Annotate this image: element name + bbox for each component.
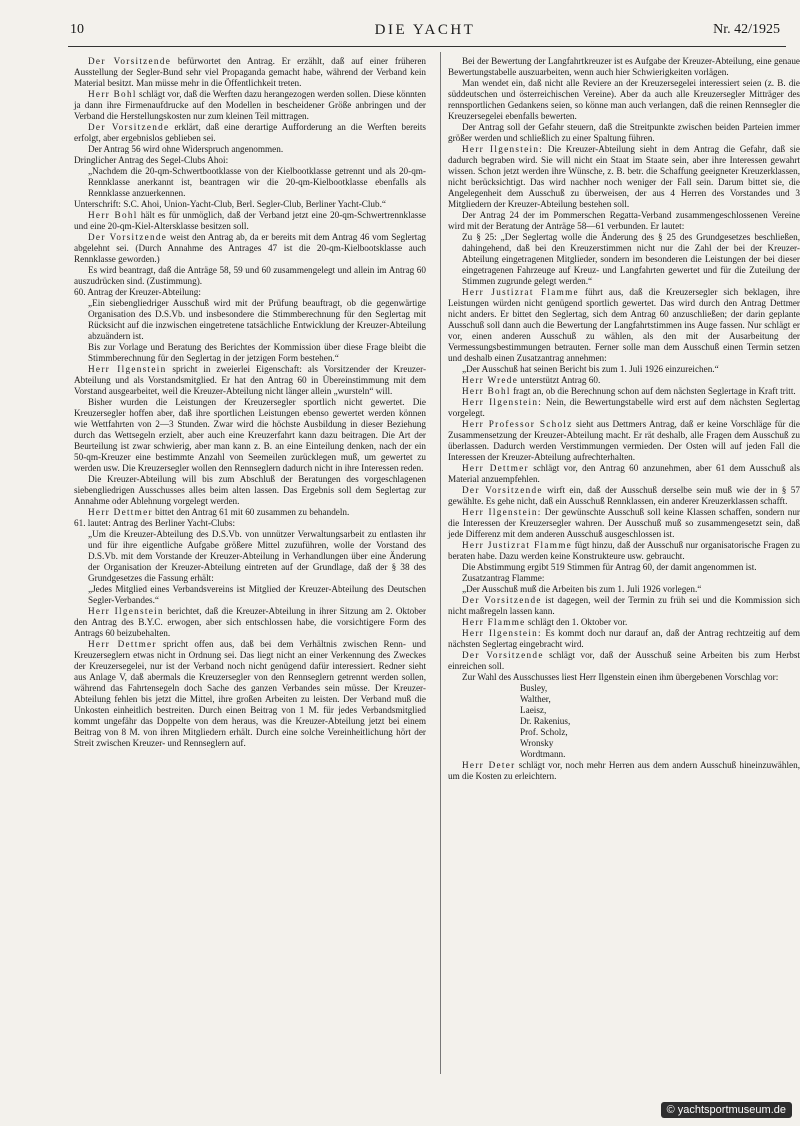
paragraph-text: schlägt den 1. Oktober vor.	[525, 617, 628, 627]
speaker: Herr Ilgenstein:	[462, 144, 544, 154]
quoted-motion: „Jedes Mitglied eines Verbandsvereins ist Mitglied der Kreuzer-Abteilung des Deutschen Segler-Verbandes.“	[88, 584, 426, 605]
paragraph-text: weist den Antrag ab, da er bereits mit dem Antrag 46 vom Seglertag abgelehnt sei. (Durch Annahme des Antrages 47 ist die 20-qm-Kielbootsklasse auch Rennklasse geworden.)	[74, 232, 426, 264]
paragraph	[74, 232, 426, 265]
signature-line: Unterschrift: S.C. Ahoi, Union-Yacht-Club, Berl. Segler-Club, Berliner Yacht-Club.“	[74, 199, 386, 209]
paragraph	[74, 606, 426, 639]
paragraph: Die Kreuzer-Abteilung will bis zum Abschluß der Beratungen des vorgeschlagenen siebengliedrigen Ausschusses alles beim alten lassen. Das Ergebnis soll dem Seglertag zur Annahme oder Ablehnung vorgelegt werden.	[74, 474, 426, 506]
paragraph-text: befürwortet den Antrag. Er erzählt, daß auf einer früheren Ausstellung der Segler-Bund sehr viel Propaganda gemacht habe, während der Verband kein Material besitzt. Man müsse mehr in die Öffentlichkeit treten.	[74, 56, 426, 88]
paragraph: 61. lautet: Antrag des Berliner Yacht-Clubs:	[74, 518, 236, 528]
left-column	[74, 56, 426, 749]
committee-name: Laeisz,	[520, 705, 547, 715]
speaker: Der Vorsitzende	[88, 56, 172, 66]
paragraph	[448, 540, 800, 562]
paragraph-text: schlägt vor, daß der Ausschuß seine Arbeiten bis zum Herbst einreichen soll.	[448, 650, 800, 671]
paragraph: Man wendet ein, daß nicht alle Reviere an der Kreuzersegelei interessiert seien (z. B. die süddeutschen und österreichischen Vereine). Aber da auch alle Kreuzersegler Mitträger des rennsportlichen Gedankens seien, so könne man auch verlangen, daß die reinen Rennsegler die Kreuzersegelei ebenfalls bewerten.	[448, 78, 800, 121]
speaker: Herr Professor Scholz	[462, 419, 573, 429]
paragraph-text: Die Kreuzer-Abteilung sieht in dem Antrag die Gefahr, daß sie dadurch begraben wird. Sie will nicht ein Staat im Staate sein, aber ihre Interessen gewahrt wissen. Schon jetzt werden ihre Wünsche, z. B. betr. die Schaffung geeigneter Kreuzerklassen, nicht berücksichtigt. Das wird nachher noch weniger der Fall sein. Darum bittet sie, die Angelegenheit dem Ausschuß zu überweisen, der aus 4 Herren des Vorstandes und 3 Mitgliedern der Kreuzer-Abteilung bestehen soll.	[448, 144, 800, 209]
paragraph	[448, 386, 800, 397]
speaker: Herr Wrede	[462, 375, 519, 385]
committee-name: Wordtmann.	[520, 749, 566, 759]
speaker: Herr Justizrat Flamme	[462, 540, 573, 550]
paragraph-text: schlägt vor, noch mehr Herren aus dem andern Ausschuß hineinzuwählen, um die Kosten zu erleichtern.	[448, 760, 800, 781]
paragraph-text: spricht offen aus, daß bei dem Verhältnis zwischen Renn- und Kreuzerseglern etwas nicht in Ordnung sei. Das liegt nicht an einer Verkennung des Zweckes der Kreuzersegelei, nur ist der Verband noch nicht genügend dafür interessiert. Redner sieht aus Anlage V, daß abermals die Kreuzersegler von den Rennseglern getrennt werden sollen, während das Fahrtensegeln doch Sache des ganzen Verbandes sein müsse. Der Kreuzer-Abteilung fehlen bis jetzt die Mittel, ihre großen Arbeiten zu leisten. Der Verband muß die Unkosten einheitlich bestreiten. Durch einen Beitrag von 1 M. für jedes Verbandsmitglied kommt ungefähr das Doppelte von dem heraus, was die Kreuzer-Abteilung jetzt bei einem Beitrag von 8 M. von ihren Mitgliedern erhält. Durch eine solche Vereinheitlichung hört der Streit zwischen Kreuzer- und Rennseglern auf.	[74, 639, 426, 748]
paragraph	[74, 364, 426, 397]
quoted-motion: Bis zur Vorlage und Beratung des Berichtes der Kommission über diese Frage bleibt die Stimmberechnung für den Seglertag in der jetzigen Form bestehen.“	[88, 342, 426, 363]
paragraph	[448, 375, 800, 386]
paragraph: Der Antrag soll der Gefahr steuern, daß die Streitpunkte zwischen beiden Parteien immer größer werden und schließlich zu einer Spaltung führen.	[448, 122, 800, 143]
paragraph-text: fügt hinzu, daß der Ausschuß nur organisatorische Fragen zu beraten habe. Dazu werden keine Konstrukteure usw. gebraucht.	[448, 540, 800, 561]
paragraph	[448, 463, 800, 485]
quoted-motion: „Nachdem die 20-qm-Schwertbootklasse von der Kielbootklasse getrennt und als 20-qm-Rennklasse anerkannt ist, beantragen wir die 20-qm-Kielbootklasse ebenfalls als Rennklasse anzuerkennen.	[88, 166, 426, 198]
speaker: Herr Deter	[462, 760, 516, 770]
paragraph	[74, 639, 426, 749]
paragraph-text: sieht aus Dettmers Antrag, daß er keine Vorschläge für die Zusammensetzung der Kreuzer-Abteilung macht. Er rät deshalb, alle Fragen dem Ausschuß zu überlassen. Dadurch werden Verstimmungen vermieden. Der Osten will auf jeden Fall die Interessen der Kreuzer-Abteilung aufrechterhalten.	[448, 419, 800, 462]
paragraph	[74, 210, 426, 232]
speaker: Herr Ilgenstein:	[462, 507, 542, 517]
paragraph: Zusatzantrag Flamme:	[462, 573, 545, 583]
right-column	[448, 56, 800, 782]
page-header	[70, 22, 780, 46]
paragraph	[448, 144, 800, 210]
committee-name: Walther,	[520, 694, 551, 704]
paragraph: Zur Wahl des Ausschusses liest Herr Ilgenstein einen ihm übergebenen Vorschlag vor:	[462, 672, 779, 682]
paragraph	[448, 650, 800, 672]
speaker: Der Vorsitzende	[462, 485, 543, 495]
paragraph-text: Der gewünschte Ausschuß soll keine Klassen schaffen, sondern nur die Interessen der Kreuzersegler wahren. Der Ausschuß muß so zusammengesetzt sein, daß jede Differenz mit dem anderen Ausschuß ausgeschlossen ist.	[448, 507, 800, 539]
paragraph-text: schlägt vor, den Antrag 60 anzunehmen, aber 61 dem Ausschuß als Material anzuempfehlen.	[448, 463, 800, 484]
paragraph: Es wird beantragt, daß die Anträge 58, 59 und 60 zusammengelegt und allein im Antrag 60 auszudrücken sind. (Zustimmung).	[74, 265, 426, 286]
page-number: 10	[70, 22, 84, 37]
speaker: Der Vorsitzende	[462, 650, 544, 660]
speaker: Herr Dettmer	[462, 463, 529, 473]
paragraph-text: schlägt vor, daß die Werften dazu herangezogen werden sollen. Diese könnten ja dann ihre Firmenaufdrucke auf den Modellen in bescheidener Größe anbringen und der Verband die Herstellungskosten nur zum kleinen Teil mittragen.	[74, 89, 426, 121]
quoted-motion: Zu § 25: „Der Seglertag wolle die Änderung des § 25 des Grundgesetzes beschließen, dahingehend, daß bei den Kreuzerstimmen nicht nur die Zahl der bei der Kreuzer-Abteilung eingetragenen Mitglieder, sondern im besonderen die Leistungen der bei dieser eingetragenen Fahrzeuge auf Kreuz- und Langfahrten gewertet und für die Zuteilung der Stimmen zugrunde gelegt werden.“	[462, 232, 800, 286]
speaker: Der Vorsitzende	[88, 232, 168, 242]
paragraph-text: berichtet, daß die Kreuzer-Abteilung in ihrer Sitzung am 2. Oktober den Antrag des B.Y.C. erwogen, aber sich entschlossen habe, die vorsichtigere Form des Antrags 60 beizubehalten.	[74, 606, 426, 638]
paragraph	[74, 56, 426, 89]
speaker: Herr Ilgenstein	[88, 364, 167, 374]
paragraph-text: Es kommt doch nur darauf an, daß der Antrag rechtzeitig auf dem nächsten Seglertag eingebracht wird.	[448, 628, 800, 649]
committee-name: Wronsky	[520, 738, 554, 748]
paragraph	[448, 287, 800, 364]
paragraph	[448, 485, 800, 507]
paragraph: Der Antrag 56 wird ohne Widerspruch angenommen.	[88, 144, 284, 154]
paragraph-text: hält es für unmöglich, daß der Verband jetzt eine 20-qm-Schwertrennklasse und eine 20-qm-Kiel-Altersklasse besitzen soll.	[74, 210, 426, 231]
watermark: © yachtsportmuseum.de	[661, 1102, 792, 1118]
quoted-motion: „Um die Kreuzer-Abteilung des D.S.Vb. von unnützer Verwaltungsarbeit zu entlasten ihr und für ihre eigentliche Aufgabe größere Mittel zuzuführen, wolle der Vorstand des D.S.Vb. mit dem Vorstande der Kreuzer-Abteilung in Verhandlungen über eine Änderung der Organisation der Kreuzer-Abteilung eintreten auf der Grundlage, daß der § 38 des Grundgesetzes die Fassung erhält:	[88, 529, 426, 583]
header-rule	[68, 46, 786, 47]
speaker: Herr Ilgenstein:	[462, 628, 542, 638]
speaker: Herr Bohl	[462, 386, 511, 396]
paragraph: Die Abstimmung ergibt 519 Stimmen für Antrag 60, der damit angenommen ist.	[462, 562, 757, 572]
speaker: Herr Dettmer	[88, 507, 153, 517]
paragraph	[448, 419, 800, 463]
paragraph: Bei der Bewertung der Langfahrtkreuzer ist es Aufgabe der Kreuzer-Abteilung, eine genaue Bewertungstabelle auszuarbeiten, wenn auch hier Schwierigkeiten vorlägen.	[448, 56, 800, 77]
running-title: DIE YACHT	[374, 22, 476, 38]
paragraph	[74, 89, 426, 122]
committee-name: Dr. Rakenius,	[520, 716, 571, 726]
speaker: Herr Bohl	[88, 89, 137, 99]
paragraph	[448, 397, 800, 419]
speaker: Herr Dettmer	[88, 639, 157, 649]
quoted-motion: „Der Ausschuß hat seinen Bericht bis zum 1. Juli 1926 einzureichen.“	[462, 364, 719, 374]
paragraph: 60. Antrag der Kreuzer-Abteilung:	[74, 287, 201, 297]
paragraph	[74, 507, 426, 518]
committee-name-list	[448, 683, 800, 760]
quoted-motion: „Ein siebengliedriger Ausschuß wird mit der Prüfung beauftragt, ob die gegenwärtige Organisation des D.S.Vb. und insbesondere die Stimmberechnung für den Seglertag mit Rücksicht auf die inzwischen eingetretene tatsächliche Entwicklung der Kreuzer-Abteilung abzuändern ist.	[88, 298, 426, 341]
speaker: Herr Flamme	[462, 617, 526, 627]
paragraph	[448, 595, 800, 617]
paragraph: Bisher wurden die Leistungen der Kreuzersegler sportlich nicht gewertet. Die Kreuzersegler hoffen aber, daß ihre sportlichen Leistungen ebenso gewertet werden können wie Wettfahrten von 2—3 Stunden. Zwar wird die höchste Ausbildung in dieser Beziehung durch das Wettsegeln erzielt, aber auch eine Kreuzerfahrt kann dazu beitragen. Die Art der Beurteilung ist zwar schwierig, aber man kann z. B. an eine Einteilung denken, nach der ein 50-qm-Kreuzer eine bestimmte Anzahl von Seemeilen zurücklegen muß, um gewertet zu werden usw. Die Kreuzersegler wollen den Rennseglern dadurch nicht in ihre Interessen reden.	[74, 397, 426, 473]
issue-number: Nr. 42/1925	[713, 22, 780, 37]
paragraph-text: führt aus, daß die Kreuzersegler sich beklagen, ihre Leistungen würden nicht genügend sportlich gewertet. Das wird durch den Antrag Dettmer nicht anders. Er bittet den Seglertag, sich dem Antrag 60 anzuschließen; der darin geplante Ausschuß soll dann auch die Bewertung der Langfahrtstimmen ins Auge fassen. Nur schlägt er vor, einen anderen Ausschuß zu wählen, als den mit der Ausarbeitung der Vermessungsbestimmungen betrauten. Ferner solle man dem Ausschuß einen Termin setzen und deshalb einen Zusatzantrag annehmen:	[448, 287, 800, 363]
paragraph	[448, 760, 800, 782]
paragraph-text: Nein, die Bewertungstabelle wird erst auf dem nächsten Seglertag vorgelegt.	[448, 397, 800, 418]
paragraph: Der Antrag 24 der im Pommerschen Regatta-Verband zusammengeschlossenen Vereine wird mit der Beratung der Anträge 58—61 verbunden. Er lautet:	[448, 210, 800, 231]
quoted-motion: „Der Ausschuß muß die Arbeiten bis zum 1. Juli 1926 vorlegen.“	[462, 584, 702, 594]
paragraph-text: erklärt, daß eine derartige Aufforderung an die Werften bereits erfolgt, aber ergebnislos geblieben sei.	[74, 122, 426, 143]
paragraph-text: spricht in zweierlei Eigenschaft: als Vorsitzender der Kreuzer-Abteilung und als Vorstandsmitglied. Er hat den Antrag 60 in Übereinstimmung mit dem Vorstand ausgearbeitet, weil die Kreuzer-Abteilung nicht länger allein „wursteln“ will.	[74, 364, 427, 396]
committee-name: Busley,	[520, 683, 548, 693]
paragraph-text: fragt an, ob die Berechnung schon auf dem nächsten Seglertage in Kraft tritt.	[510, 386, 796, 396]
speaker: Herr Ilgenstein:	[462, 397, 543, 407]
paragraph	[74, 122, 426, 144]
paragraph-text: ist dagegen, weil der Termin zu früh sei und die Kommission sich nicht maßregeln lassen kann.	[448, 595, 800, 616]
speaker: Herr Ilgenstein	[88, 606, 164, 616]
paragraph	[448, 628, 800, 650]
paragraph	[448, 617, 800, 628]
speaker: Herr Justizrat Flamme	[462, 287, 579, 297]
paragraph-text: bittet den Antrag 61 mit 60 zusammen zu behandeln.	[152, 507, 350, 517]
committee-name: Prof. Scholz,	[520, 727, 568, 737]
paragraph	[448, 507, 800, 540]
paragraph-text: wirft ein, daß der Ausschuß derselbe sein muß wie der in § 57 gewählte. Es gehe nicht, daß ein Ausschuß Rennklassen, ein anderer Kreuzerklassen schafft.	[448, 485, 800, 506]
speaker: Der Vorsitzende	[88, 122, 170, 132]
column-divider	[440, 52, 441, 1074]
speaker: Der Vorsitzende	[462, 595, 542, 605]
paragraph: Dringlicher Antrag des Segel-Clubs Ahoi:	[74, 155, 229, 165]
paragraph-text: unterstützt Antrag 60.	[518, 375, 601, 385]
speaker: Herr Bohl	[88, 210, 138, 220]
